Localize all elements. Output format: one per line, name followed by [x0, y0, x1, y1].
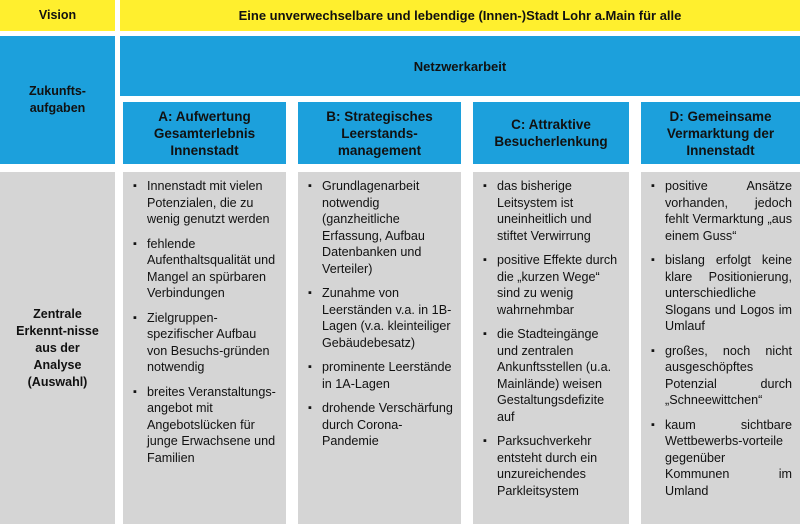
finding-item: ▪ Parksuchverkehr entsteht durch ein unzureichendes Parkleitsystem [483, 433, 621, 499]
column-header-a [123, 102, 286, 164]
finding-item: ▪ kaum sichtbare Wettbewerbs-vorteile gegenüber Kommunen im Umland [651, 417, 792, 500]
column-body-d [641, 172, 800, 524]
finding-item: ▪ drohende Verschärfung durch Corona-Pandemie [308, 400, 453, 450]
finding-item: ▪ breites Veranstaltungs-angebot mit Angebotslücken für junge Erwachsene und Familien [133, 384, 278, 467]
finding-item: ▪ Grundlagenarbeit notwendig (ganzheitliche Erfassung, Aufbau Datenbanken und Verteiler) [308, 178, 453, 277]
column-title-c: C: Attraktive Besucherlenkung [494, 117, 608, 149]
finding-item: ▪ das bisherige Leitsystem ist uneinheitlich und stiftet Verwirrung [483, 178, 621, 244]
column-body-b [298, 172, 461, 524]
findings-list-a [123, 172, 286, 466]
column-title-d: D: Gemeinsame Vermarktung der Innenstadt [666, 108, 775, 158]
column-body-c [473, 172, 629, 524]
netzwerkarbeit-label: Netzwerkarbeit [413, 58, 507, 74]
finding-item: ▪ prominente Leerstände in 1A-Lagen [308, 359, 453, 392]
vision-bar [120, 0, 800, 31]
vision-label-box [0, 0, 115, 31]
zukunft-label: Zukunfts- aufgaben [29, 84, 86, 115]
finding-item: ▪ bislang erfolgt keine klare Positionierung, unterschiedliche Slogans und Logos im Umlauf [651, 252, 792, 335]
analyse-label: Zentrale Erkennt-nisse aus der Analyse (Auswahl) [16, 306, 99, 389]
finding-item: ▪ fehlende Aufenthaltsqualität und Mangel an spürbaren Verbindungen [133, 236, 278, 302]
column-title-b: B: Strategisches Leerstands-management [326, 108, 433, 158]
finding-item: ▪ Zielgruppen-spezifischer Aufbau von Besuchs-gründen notwendig [133, 310, 278, 376]
column-header-b [298, 102, 461, 164]
analyse-label-box [0, 172, 115, 524]
column-header-c [473, 102, 629, 164]
finding-item: ▪ Zunahme von Leerständen v.a. in 1B-Lagen (v.a. kleinteiliger Gebäudebesatz) [308, 285, 453, 351]
finding-item: ▪ großes, noch nicht ausgeschöpftes Potenzial durch „Schneewittchen“ [651, 343, 792, 409]
finding-item: ▪ die Stadteingänge und zentralen Ankunftsstellen (u.a. Mainlände) weisen Gestaltungsdefizite auf [483, 326, 621, 425]
column-body-a [123, 172, 286, 524]
finding-item: ▪ positive Ansätze vorhanden, jedoch fehlt Vermarktung „aus einem Guss“ [651, 178, 792, 244]
findings-list-c [473, 172, 629, 499]
finding-item: ▪ positive Effekte durch die „kurzen Wege“ sind zu wenig wahrnehmbar [483, 252, 621, 318]
zukunft-label-box [0, 36, 115, 164]
netzwerkarbeit-bar [120, 36, 800, 96]
vision-label: Vision [38, 8, 77, 22]
findings-list-d [641, 172, 800, 499]
column-header-d [641, 102, 800, 164]
column-title-a: A: Aufwertung Gesamterlebnis Innenstadt [153, 108, 256, 158]
finding-item: ▪ Innenstadt mit vielen Potenzialen, die zu wenig genutzt werden [133, 178, 278, 228]
vision-text: Eine unverwechselbare und lebendige (Innen-)Stadt Lohr a.Main für alle [238, 8, 682, 23]
findings-list-b [298, 172, 461, 450]
